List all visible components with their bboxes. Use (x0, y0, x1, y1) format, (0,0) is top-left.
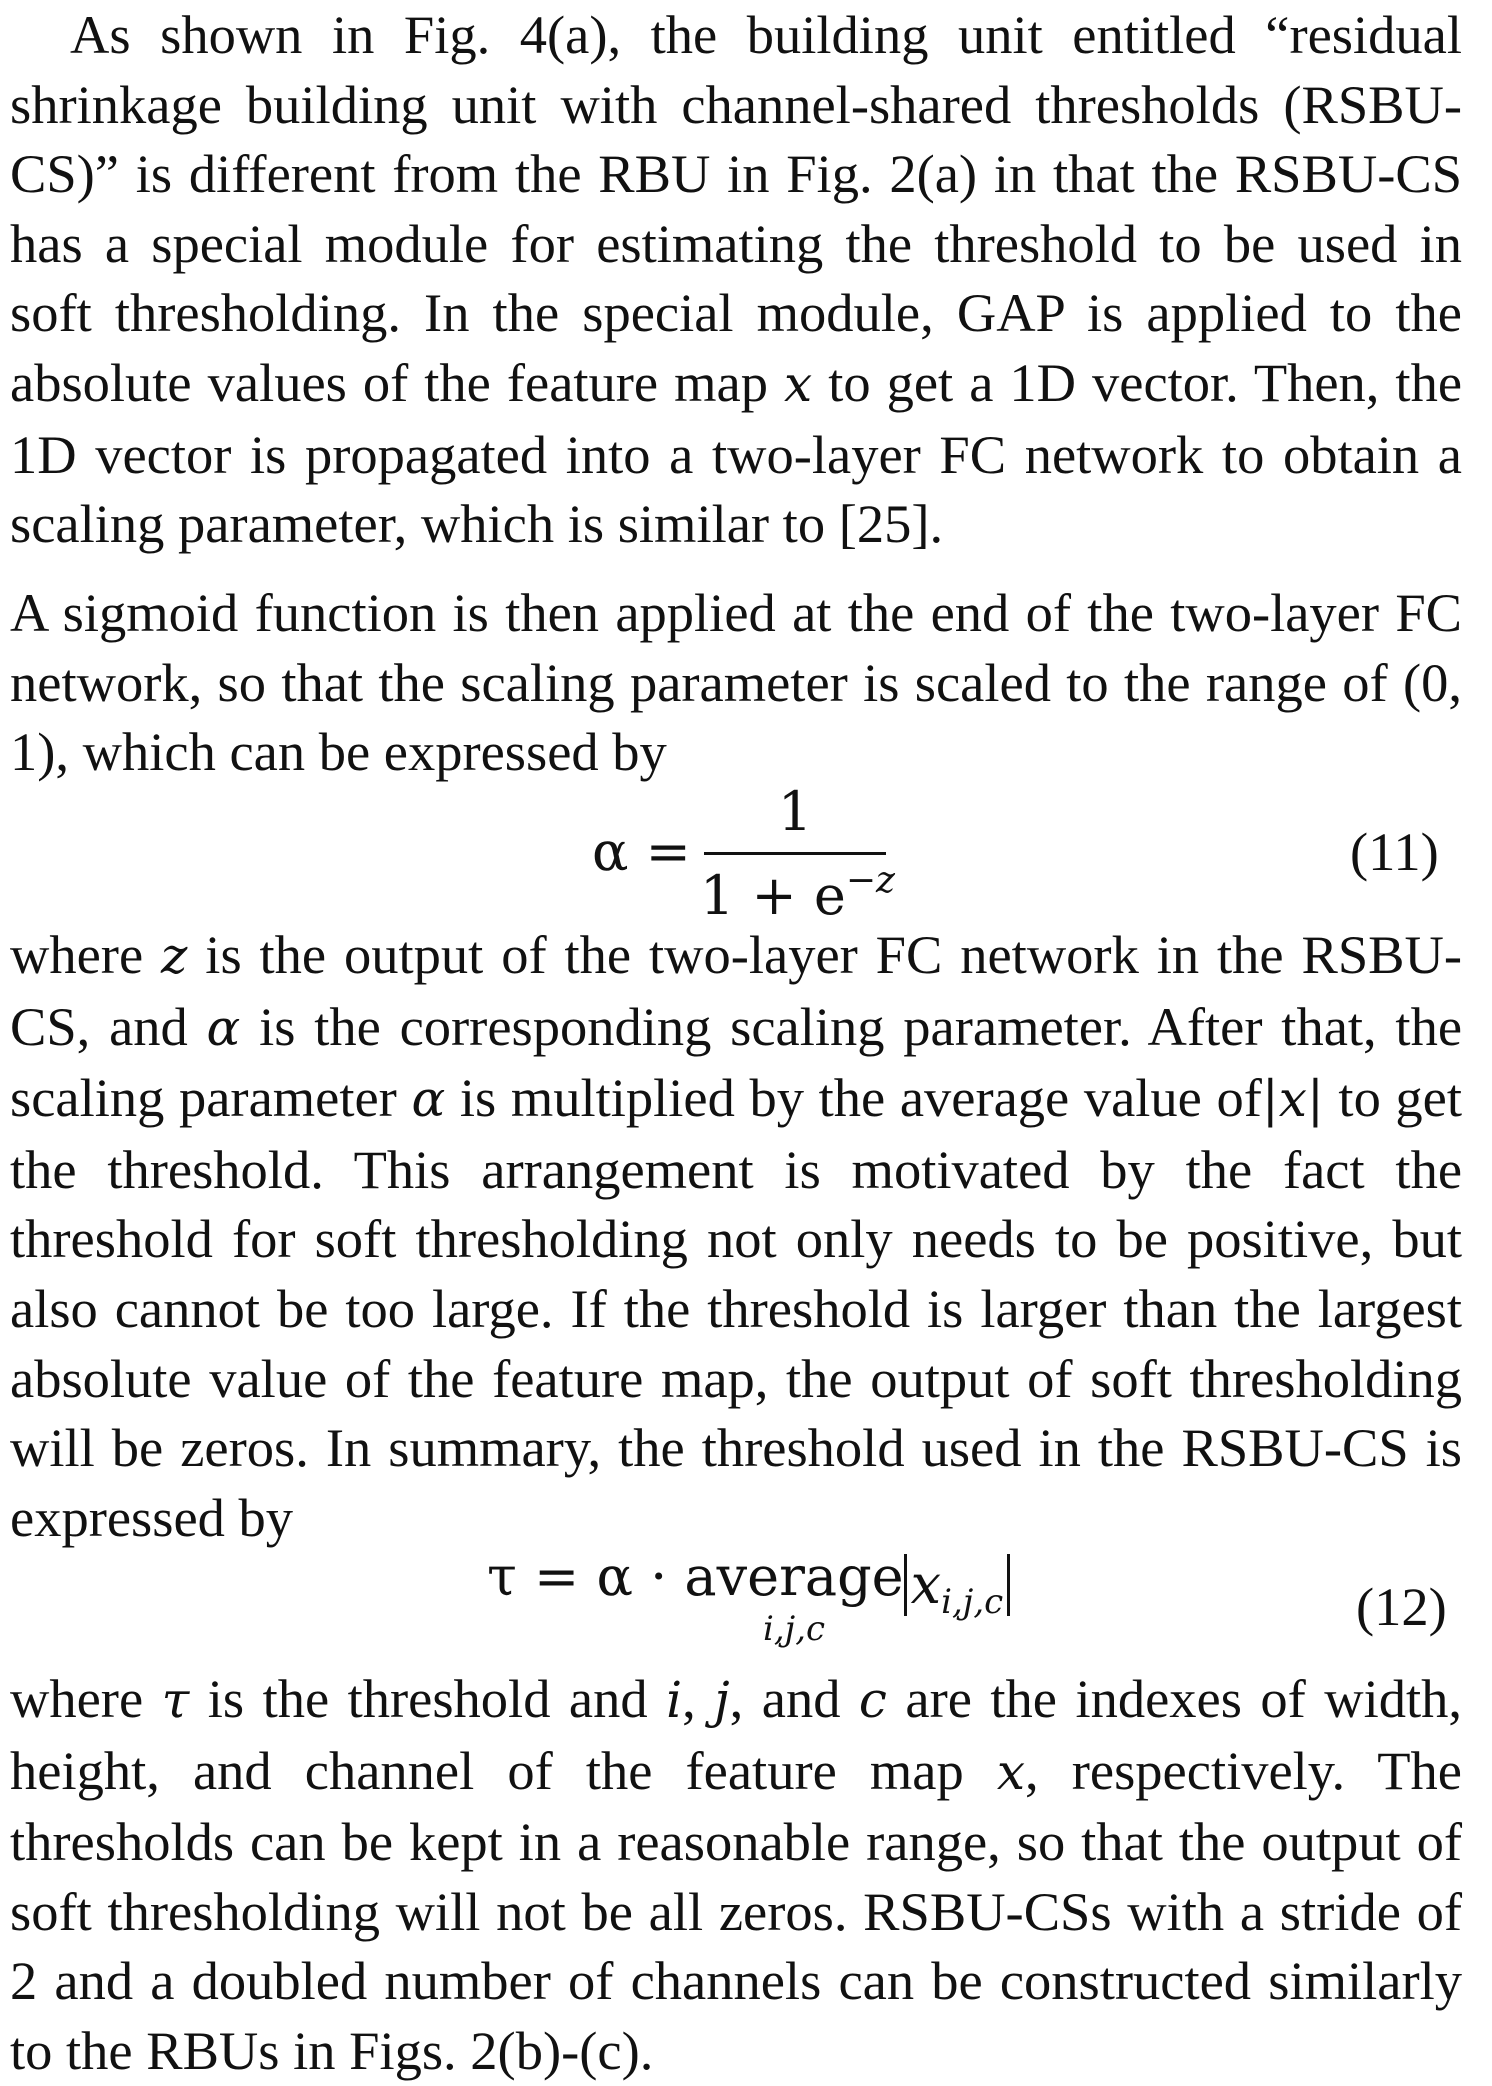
paragraph-2: A sigmoid function is then applied at the end of the two-layer FC network, so that the scaling parameter is scaled to the range of (0, 1), which can be expressed by (10, 582, 1462, 783)
math-alpha: α (206, 998, 241, 1057)
eq11-lhs: α = (592, 820, 691, 883)
math-z: z (161, 927, 188, 985)
math-x: x (783, 354, 813, 413)
math-alpha: α (411, 1070, 446, 1129)
math-abs-x: |x| (1261, 1070, 1324, 1129)
eq12-lhs: τ = α · (487, 1545, 668, 1608)
eq11-numerator: 1 (777, 780, 813, 843)
eq11-fraction (700, 780, 896, 927)
eq12-operator-subscript: i,j,c (762, 1609, 826, 1649)
math-c: c (858, 1671, 887, 1729)
math-tau: τ (161, 1671, 190, 1729)
eq12-operator: average i,j,c (684, 1545, 904, 1649)
math-x: x (996, 1742, 1026, 1801)
paragraph-4: where τ is the threshold and i, j, and c are the indexes of width, height, and channel of the feature map x, respectively. The thresholds can be kept in a reasonable range, so that the output of soft thresholding will not be all zeros. RSBU-CSs with a stride of 2 and a doubled number of channels can be constructed similarly to the RBUs in Figs. 2(b)-(c). (10, 1668, 1463, 2081)
eq12-abs-term: $x_{i,j,c}$ (904, 1554, 1011, 1616)
eq11-exponent: −z (845, 860, 896, 901)
paragraph-3: where z is the output of the two-layer FC network in the RSBU-CS, and α is the corresponding scaling parameter. After that, the scaling parameter α is multiplied by the average value of|x| to get the threshold. This arrangement is motivated by the fact the threshold for soft thresholding not only needs to be positive, but also cannot be too large. If the threshold is larger than the largest absolute value of the feature map, the output of soft thresholding will be zeros. In summary, the threshold used in the RSBU-CS is expressed by (10, 924, 1463, 1548)
eq12-body (487, 1545, 1010, 1649)
equation-12 (0, 1545, 1492, 1665)
eq11-denominator: $1 + e^{-z}$ (700, 860, 896, 927)
equation-11 (0, 780, 1492, 927)
math-j: j (714, 1671, 730, 1729)
paragraph-1: As shown in Fig. 4(a), the building unit entitled “residual shrinkage building unit with channel-shared thresholds (RSBU-CS)” is different from the RBU in Fig. 2(a) in that the RSBU-CS has a special module for estimating the threshold to be used in soft thresholding. In the special module, GAP is applied to the absolute values of the feature map x to get a 1D vector. Then, the 1D vector is propagated into a two-layer FC network to obtain a scaling parameter, which is similar to [25]. (10, 4, 1463, 555)
equation-number-12: (12) (1356, 1576, 1447, 1637)
fraction-bar (704, 852, 886, 855)
math-i: i (666, 1671, 683, 1729)
equation-number-11: (11) (1350, 821, 1439, 882)
